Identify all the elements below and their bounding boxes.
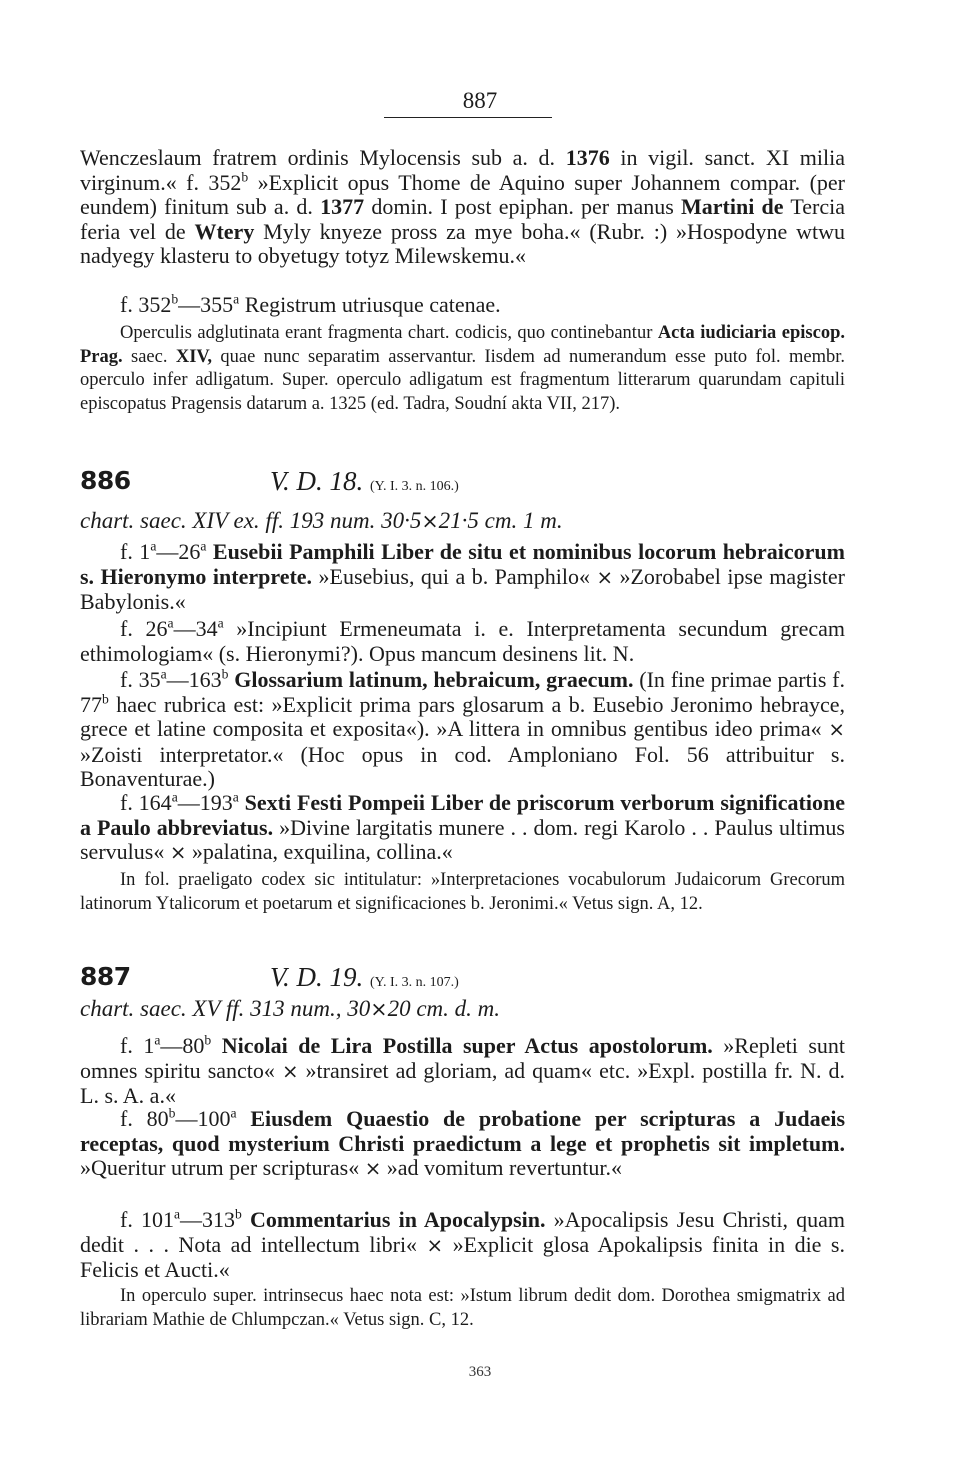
folio-side: b <box>235 1206 242 1222</box>
text-run: —80 <box>160 1033 205 1058</box>
signature-text: V. D. 19. <box>270 962 364 992</box>
folio-side: b <box>171 291 179 307</box>
work-title: Eusebii Pamphili Liber de situ et nominibus locorum hebraicorum s. Hieronymo interprete. <box>80 539 845 589</box>
text-run: f. 35 <box>120 667 161 692</box>
folio-side: a <box>233 291 240 307</box>
entry-signature <box>270 962 459 993</box>
folio-side: a <box>217 615 224 631</box>
text-run: saec. <box>122 346 176 367</box>
page-folio-bottom: 363 <box>468 1364 492 1380</box>
text-run: f. 101 <box>120 1207 174 1232</box>
cross-sign: × <box>421 509 439 533</box>
cross-sign: × <box>370 997 388 1021</box>
folio-side: a <box>167 615 174 631</box>
content-item-886-4 <box>80 791 845 866</box>
text-run: Tercia feria vel de <box>80 194 845 244</box>
text-run: Myly knyeze pross za mye boha.« (Rubr. :) »Hospodyne wtwu nadyegy klasteru to obyetugy totyz Milewskemu.« <box>80 218 845 268</box>
content-item-887-2 <box>80 1107 845 1182</box>
text-run: Operculis adglutinata erant fragmenta chart. codicis, quo continebantur <box>120 323 658 343</box>
cross-sign: × <box>281 1059 299 1083</box>
text-run: f. 1 <box>120 1033 155 1058</box>
bold-century: XIV, <box>175 346 213 367</box>
note-paragraph-887: In operculo super. intrinsecus haec nota est: »Istum librum dedit dom. Dorothea smigmatrix ad librariam Mathie de Chlumpczan.« Vetus sign. C, 12. <box>80 1286 845 1330</box>
entry-header-886 <box>80 466 880 496</box>
cross-sign: × <box>596 565 614 589</box>
text-run: Wenczeslaum fratrem ordinis Mylocensis sub a. d. <box>80 145 566 170</box>
scribe-name: Martini de <box>681 194 784 219</box>
text-run: f. 1 <box>120 539 151 564</box>
continuation-paragraph <box>80 146 845 269</box>
text-run: (In fine primae partis f. 77 <box>80 667 845 717</box>
catalog-reference: (Y. I. 3. n. 107.) <box>370 975 459 990</box>
physical-description-886 <box>80 508 880 534</box>
text-run: haec rubrica est: »Explicit prima pars glosarum a b. Eusebio Jeronimo hebrayce, grece et latine composita et exposita«). »A littera in omnibus gentibus ideo prima« <box>80 691 845 741</box>
work-title: Nicolai de Lira Postilla super Actus apostolorum. <box>211 1033 713 1058</box>
text-run: quae nunc separatim asservantur. Iisdem ad numerandum esse puto fol. membr. operculo infer adligatum. Super. operculo adligatum est fragmentum litterarum quarundam capituli episcopatus Pragensis datarum a. 1325 (ed. Tadra, Soudní akta VII, 217). <box>80 346 845 414</box>
entry-header-887 <box>80 962 880 992</box>
entry-number: 887 <box>80 962 131 991</box>
content-item-886-2 <box>80 617 845 666</box>
folio-side: a <box>154 1032 161 1048</box>
text-run: in vigil. sanct. XI milia virginum.« f. 352 <box>80 145 845 195</box>
text-run: chart. saec. XIV ex. ff. 193 num. 30·5 <box>80 508 422 533</box>
place-name: Wtery <box>194 218 255 244</box>
text-run: f. 352 <box>120 292 172 317</box>
content-item-887-1 <box>80 1034 845 1109</box>
note-paragraph <box>80 322 845 416</box>
entry-signature <box>270 466 459 497</box>
content-item-886-1 <box>80 540 845 615</box>
text-run: »Zorobabel ipse magister Babylonis.« <box>80 563 845 614</box>
text-run: —355 <box>178 292 234 317</box>
cross-sign: × <box>426 1233 444 1257</box>
text-run: »Explicit opus Thome de Aquino super Johannem compar. (per eundem) finitum sub a. d. <box>80 169 845 219</box>
work-title: Eiusdem Quaestio de probatione per scripturas a Judaeis receptas, quod mysterium Christi praedictum a lege et prophetis sit impletum. <box>80 1106 846 1156</box>
work-title: Sexti Festi Pompeii Liber de priscorum verborum significatione a Paulo abbreviatus. <box>80 790 845 840</box>
work-title: Glossarium latinum, hebraicum, graecum. <box>228 667 634 692</box>
text-run: »ad vomitum revertuntur.« <box>381 1155 623 1180</box>
text-run: »Apocalipsis Jesu Christi, quam dedit . . . Nota ad intellectum libri« <box>80 1207 846 1257</box>
text-run: —313 <box>180 1207 236 1232</box>
entry-number: 886 <box>80 466 131 495</box>
text-run: 21·5 cm. 1 m. <box>438 508 563 533</box>
folio-side: a <box>230 1105 237 1121</box>
content-item-887-3 <box>80 1208 845 1283</box>
text-run: »Incipiunt Ermeneumata i. e. Interpretamenta secundum grecam ethimologiam« (s. Hieronymi?). Opus mancum desinens lit. N. <box>80 616 845 666</box>
text-run: »palatina, exquilina, collina.« <box>186 839 453 864</box>
text-run: »Divine largitatis munere . . dom. regi Karolo . . Paulus ultimus servulus« <box>80 814 845 864</box>
folio-side: a <box>200 538 207 554</box>
year-1377: 1377 <box>320 194 365 219</box>
folio-side: a <box>150 538 157 554</box>
text-run: »Explicit glosa Apokalipsis finita in die s. Felicis et Aucti.« <box>80 1231 845 1282</box>
running-page-number: 887 <box>462 88 498 113</box>
text-run: domin. I post epiphan. per manus <box>364 194 681 219</box>
text-run: f. 26 <box>120 616 168 641</box>
folio-side: b <box>204 1032 212 1048</box>
folio-side: a <box>173 1206 181 1222</box>
folio-paragraph <box>80 293 845 318</box>
text-run: —26 <box>156 539 201 564</box>
cross-sign: × <box>364 1157 382 1180</box>
text-run: »Repleti sunt omnes spiritu sancto« <box>80 1033 845 1083</box>
folio-side: b <box>221 666 229 682</box>
text-run: »Zoisti interpretator.« (Hoc opus in cod. Amploniano Fol. 56 attribuitur s. Bonaventurae.) <box>80 741 845 791</box>
text-run: chart. saec. XV ff. 313 num., 30 <box>80 996 371 1021</box>
cross-sign: × <box>169 841 187 864</box>
text-run: 20 cm. d. m. <box>387 996 501 1021</box>
folio-side: a <box>160 666 167 682</box>
header-rule <box>384 117 552 118</box>
folio-side: b <box>102 691 109 707</box>
folio-side: a <box>171 789 178 805</box>
note-paragraph-886: In fol. praeligato codex sic intitulatur: »Interpretaciones vocabulorum Judaicorum Grecorum latinorum Ytalicorum et poetarum et significaciones b. Jeronimi.« Vetus sign. A, 12. <box>80 870 845 914</box>
folio-side: b <box>241 169 249 185</box>
text-run: f. 80 <box>120 1106 169 1131</box>
text-run: »Eusebius, qui a b. Pamphilo« <box>312 563 597 589</box>
text-run: —34 <box>173 616 218 641</box>
signature-text: V. D. 18. <box>270 466 364 496</box>
work-title: Commentarius in Apocalypsin. <box>241 1207 546 1232</box>
content-item-886-3 <box>80 668 845 792</box>
bold-title: Acta iudiciaria episcop. Prag. <box>80 323 845 367</box>
text-run: —193 <box>177 790 233 815</box>
year-1376: 1376 <box>565 145 610 170</box>
catalog-reference: (Y. I. 3. n. 106.) <box>370 479 459 494</box>
text-run: »transiret ad gloriam, ad quam« etc. »Expl. postilla fr. N. d. L. s. A. a.« <box>80 1057 845 1108</box>
physical-description-887 <box>80 996 880 1022</box>
text-run: —163 <box>166 667 222 692</box>
cross-sign: × <box>828 718 845 741</box>
text-run: —100 <box>175 1106 231 1131</box>
folio-side: a <box>232 789 239 805</box>
text-run: f. 164 <box>120 790 172 815</box>
folio-side: b <box>168 1105 176 1121</box>
text-run: »Queritur utrum per scripturas« <box>80 1155 365 1180</box>
text-run: Registrum utriusque catenae. <box>239 292 501 317</box>
